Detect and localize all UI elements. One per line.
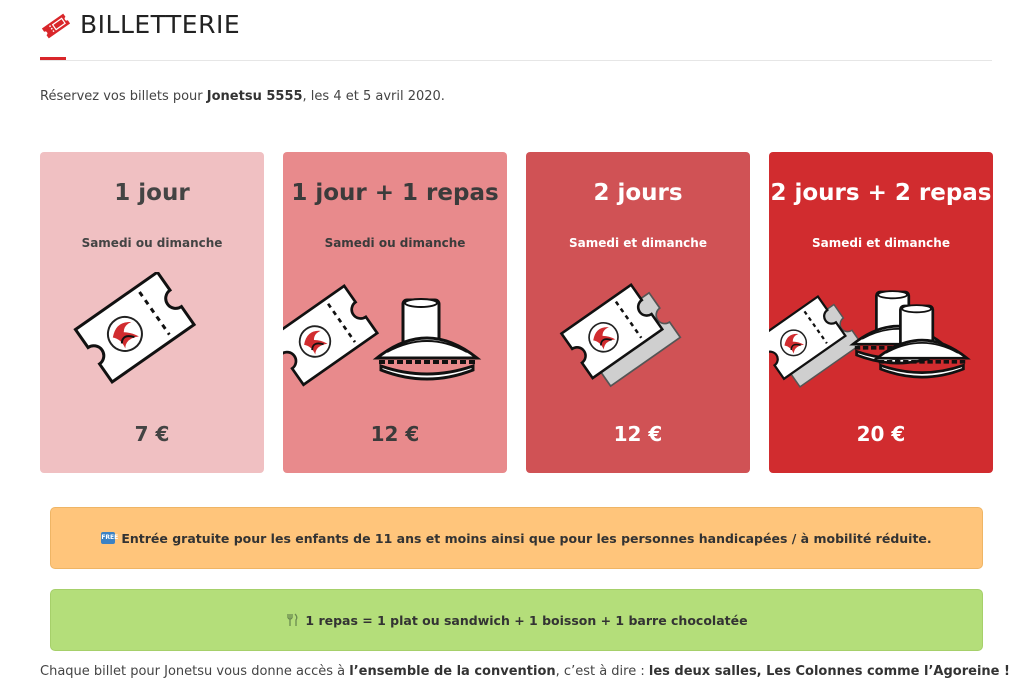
card-title: 2 jours	[593, 180, 683, 206]
two-tickets-and-meals-icon	[769, 272, 993, 412]
card-subtitle: Samedi ou dimanche	[324, 236, 466, 250]
card-price: 12 €	[370, 422, 420, 446]
ticket-card-1-day-1-meal[interactable]	[283, 152, 507, 473]
free-icon: FREE	[101, 532, 115, 544]
ticket-card-2-days-2-meals[interactable]	[769, 152, 993, 473]
ticket-and-meal-icon	[283, 272, 507, 412]
meal-info-banner	[50, 589, 983, 651]
two-tickets-icon	[526, 272, 750, 412]
card-price: 7 €	[134, 422, 170, 446]
ticket-icon	[40, 272, 264, 412]
event-name: Jonetsu 5555	[206, 89, 303, 104]
ticket-icon	[40, 10, 72, 42]
card-subtitle: Samedi et dimanche	[569, 236, 707, 250]
footer-bold1: l’ensemble de la convention	[349, 664, 556, 679]
meal-info-text: 1 repas = 1 plat ou sandwich + 1 boisson + 1 barre chocolatée	[305, 612, 748, 628]
ticket-card-2-days[interactable]	[526, 152, 750, 473]
footer-part2: , c’est à dire :	[555, 664, 649, 679]
card-title: 2 jours + 2 repas	[770, 180, 992, 206]
intro-suffix: , les 4 et 5 avril 2020.	[302, 89, 445, 104]
card-price: 12 €	[613, 422, 663, 446]
intro-text	[40, 89, 445, 104]
footer-text	[40, 664, 1010, 679]
card-subtitle: Samedi ou dimanche	[81, 236, 223, 250]
card-title: 1 jour	[114, 180, 190, 206]
page-header	[40, 0, 992, 61]
footer-part1: Chaque billet pour Jonetsu vous donne accès à	[40, 664, 350, 679]
ticket-card-1-day[interactable]	[40, 152, 264, 473]
intro-prefix: Réservez vos billets pour	[40, 89, 207, 104]
free-entry-text: Entrée gratuite pour les enfants de 11 ans et moins ainsi que pour les personnes handicapées / à mobilité réduite.	[121, 530, 932, 546]
page-title: BILLETTERIE	[80, 10, 241, 39]
card-price: 20 €	[856, 422, 906, 446]
header-accent-line	[40, 57, 66, 60]
utensils-icon	[285, 613, 299, 627]
card-title: 1 jour + 1 repas	[291, 180, 499, 206]
footer-bold2: les deux salles, Les Colonnes comme l’Agoreine !	[648, 664, 1010, 679]
card-subtitle: Samedi et dimanche	[812, 236, 950, 250]
free-entry-banner	[50, 507, 983, 569]
